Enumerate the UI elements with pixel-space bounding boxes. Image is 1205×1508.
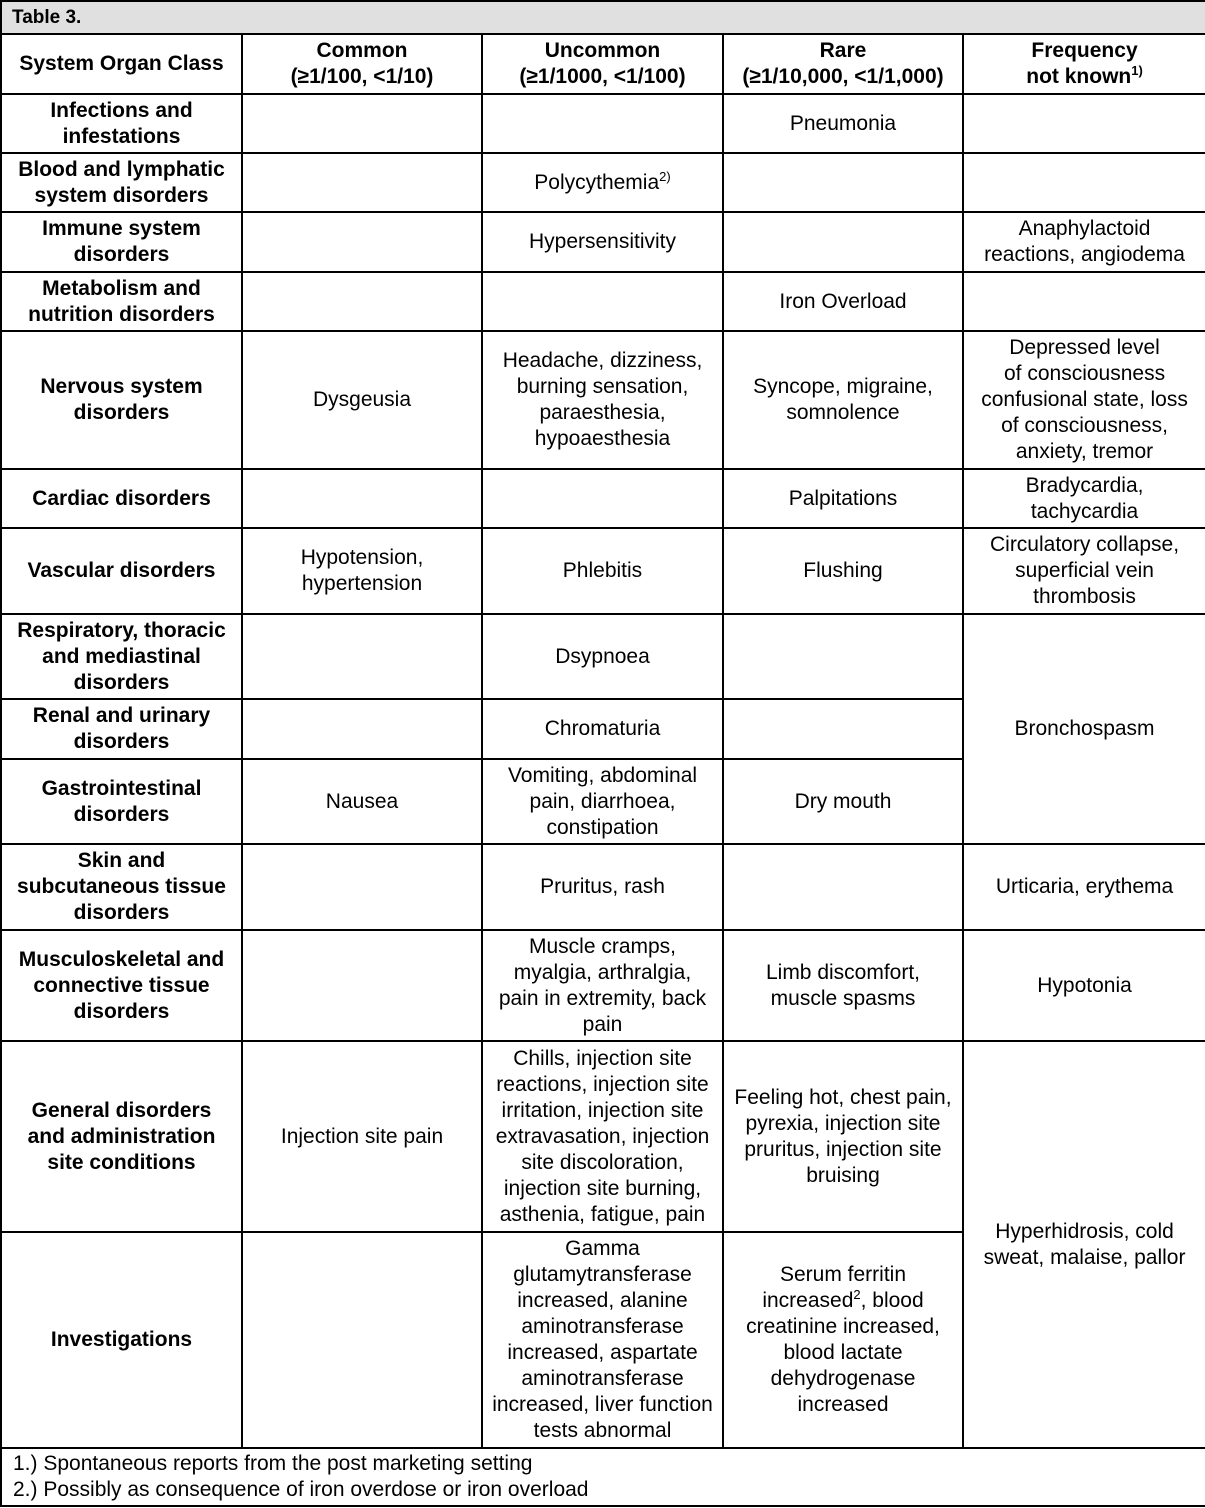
soc-label: and administration	[27, 1124, 216, 1148]
rare-cell	[723, 469, 963, 528]
soc-cell	[1, 469, 242, 528]
cell-text: tests abnormal	[533, 1419, 672, 1442]
table-title-row	[1, 1, 1205, 34]
uncommon-cell	[482, 844, 723, 930]
soc-label: Vascular disorders	[27, 559, 216, 582]
cell-text: Anaphylactoid	[1018, 217, 1151, 240]
soc-label: Infections and	[50, 98, 193, 122]
soc-label: disorders	[73, 243, 170, 266]
soc-label: infestations	[62, 124, 181, 148]
table-row	[1, 528, 1205, 614]
header-rare-range: (≥1/10,000, <1/1,000)	[742, 65, 944, 88]
soc-cell	[1, 272, 242, 331]
cell-text: Serum ferritin	[779, 1263, 907, 1286]
cell-text: Dysgeusia	[312, 388, 412, 411]
rare-cell	[723, 930, 963, 1041]
soc-label: disorders	[73, 730, 170, 753]
cell-text: Palpitations	[788, 486, 898, 510]
cell-text: increased	[797, 1393, 889, 1416]
soc-label: Respiratory, thoracic	[17, 618, 226, 642]
soc-cell	[1, 699, 242, 759]
cell-text: pain in extremity, back	[498, 986, 707, 1010]
soc-label: Gastrointestinal	[41, 776, 202, 800]
cell-text: Hyperhidrosis, cold	[995, 1219, 1174, 1243]
rare-cell	[723, 1041, 963, 1232]
cell-text: increased, alanine	[517, 1289, 688, 1312]
not-known-cell-merged	[963, 1041, 1205, 1448]
cell-text: sweat, malaise, pallor	[983, 1245, 1186, 1269]
cell-text: , blood	[860, 1289, 924, 1312]
common-cell	[242, 212, 482, 272]
cell-text: Muscle cramps,	[528, 934, 677, 958]
soc-cell	[1, 1232, 242, 1448]
cell-text: Syncope, migraine,	[753, 375, 933, 398]
uncommon-cell	[482, 759, 723, 844]
cell-text: blood lactate	[783, 1341, 903, 1364]
not-known-cell	[963, 930, 1205, 1041]
cell-text: aminotransferase	[521, 1315, 684, 1338]
header-uncommon	[482, 34, 723, 94]
cell-text: bruising	[806, 1163, 880, 1187]
cell-text: Phlebitis	[562, 559, 643, 582]
header-common-range: (≥1/100, <1/10)	[290, 65, 434, 88]
cell-text: of consciousness	[1003, 362, 1166, 385]
not-known-cell	[963, 212, 1205, 272]
cell-text: creatinine increased,	[746, 1315, 940, 1338]
table-row	[1, 930, 1205, 1041]
footnote-marker: 1)	[1131, 63, 1143, 78]
header-rare	[723, 34, 963, 94]
cell-text: glutamytransferase	[513, 1263, 692, 1286]
uncommon-cell	[482, 930, 723, 1041]
cell-text: extravasation, injection	[495, 1124, 710, 1148]
rare-cell	[723, 331, 963, 469]
common-cell	[242, 272, 482, 331]
cell-text: hypoaesthesia	[534, 427, 671, 450]
rare-cell	[723, 528, 963, 614]
common-cell	[242, 930, 482, 1041]
cell-text: Hypotension,	[300, 546, 424, 569]
soc-cell	[1, 1041, 242, 1232]
cell-text: asthenia, fatigue, pain	[499, 1202, 706, 1226]
table-row	[1, 1041, 1205, 1232]
soc-label: Investigations	[50, 1328, 193, 1351]
soc-label: disorders	[73, 401, 170, 424]
soc-label: Musculoskeletal and	[18, 947, 225, 971]
cell-text: Headache, dizziness,	[502, 349, 703, 372]
cell-text: Polycythemia	[534, 170, 660, 194]
soc-label: Renal and urinary	[32, 704, 211, 727]
soc-label: Cardiac disorders	[32, 486, 211, 510]
rare-cell	[723, 153, 963, 212]
footnote-2: 2.) Possibly as consequence of iron overdose or iron overload	[13, 1478, 589, 1501]
cell-text: Gamma	[565, 1237, 640, 1260]
cell-text: of consciousness,	[1001, 414, 1168, 437]
cell-text: Iron Overload	[779, 289, 907, 313]
header-not-known-label: Frequency	[1031, 39, 1138, 62]
not-known-cell	[963, 331, 1205, 469]
uncommon-cell	[482, 699, 723, 759]
table-row	[1, 212, 1205, 272]
cell-text: Hypersensitivity	[528, 230, 677, 253]
table-row	[1, 844, 1205, 930]
header-common	[242, 34, 482, 94]
uncommon-cell	[482, 1041, 723, 1232]
uncommon-cell	[482, 528, 723, 614]
cell-text: Pneumonia	[789, 111, 897, 135]
cell-text: reactions, injection site	[496, 1072, 709, 1096]
not-known-cell	[963, 528, 1205, 614]
common-cell	[242, 759, 482, 844]
rare-cell	[723, 699, 963, 759]
rare-cell	[723, 94, 963, 153]
common-cell	[242, 469, 482, 528]
footnote-marker: 2)	[659, 168, 671, 184]
cell-text: constipation	[546, 815, 659, 839]
cell-text: anxiety, tremor	[1015, 440, 1154, 463]
cell-text: Limb discomfort,	[765, 960, 921, 984]
cell-text: burning sensation,	[516, 375, 689, 398]
soc-label: disorders	[73, 670, 170, 694]
cell-text: aminotransferase	[521, 1367, 684, 1390]
footnote-marker: 2	[853, 1287, 861, 1302]
cell-text: Vomiting, abdominal	[507, 763, 698, 787]
table-row	[1, 153, 1205, 212]
cell-text: increased, liver function	[492, 1393, 713, 1416]
soc-label: Blood and lymphatic	[18, 157, 225, 181]
uncommon-cell	[482, 331, 723, 469]
cell-text: somnolence	[786, 401, 900, 424]
cell-text: irritation, injection site	[501, 1098, 704, 1122]
common-cell	[242, 699, 482, 759]
table-row	[1, 272, 1205, 331]
cell-text: Injection site pain	[280, 1124, 444, 1148]
rare-cell	[723, 272, 963, 331]
soc-label: and mediastinal	[42, 644, 201, 668]
table-title: Table 3.	[1, 1, 1205, 34]
common-cell	[242, 331, 482, 469]
footnotes-row	[1, 1448, 1205, 1506]
not-known-cell	[963, 272, 1205, 331]
table-row	[1, 94, 1205, 153]
cell-text: Chromaturia	[544, 717, 661, 740]
soc-label: Metabolism and	[42, 276, 201, 300]
cell-text: pain, diarrhoea,	[529, 789, 676, 813]
uncommon-cell	[482, 469, 723, 528]
header-uncommon-label: Uncommon	[544, 39, 661, 62]
header-common-label: Common	[316, 39, 408, 62]
cell-text: Dsypnoea	[555, 644, 650, 668]
common-cell	[242, 94, 482, 153]
header-not-known-label-2: not known	[1026, 65, 1132, 88]
soc-label: connective tissue	[33, 973, 210, 997]
cell-text: dehydrogenase	[770, 1367, 916, 1390]
common-cell	[242, 844, 482, 930]
soc-label: General disorders	[31, 1098, 212, 1122]
cell-text: myalgia, arthralgia,	[513, 960, 692, 984]
cell-text: Circulatory collapse,	[989, 533, 1180, 556]
soc-label: disorders	[73, 802, 170, 826]
cell-text: Feeling hot, chest pain,	[734, 1085, 952, 1109]
footnote-1: 1.) Spontaneous reports from the post marketing setting	[13, 1452, 533, 1475]
not-known-cell	[963, 153, 1205, 212]
soc-label: nutrition disorders	[28, 302, 215, 326]
cell-text: Bronchospasm	[1014, 717, 1155, 740]
cell-text: increased	[762, 1289, 854, 1312]
cell-text: confusional state, loss	[981, 388, 1188, 411]
rare-cell	[723, 1232, 963, 1448]
table-row	[1, 614, 1205, 699]
cell-text: Chills, injection site	[513, 1046, 692, 1070]
header-soc-label: System Organ Class	[19, 52, 224, 75]
common-cell	[242, 614, 482, 699]
soc-label: disorders	[73, 901, 170, 924]
uncommon-cell	[482, 614, 723, 699]
cell-text: hypertension	[301, 572, 423, 595]
cell-text: pyrexia, injection site	[745, 1111, 941, 1135]
cell-text: Hypotonia	[1037, 973, 1132, 997]
cell-text: Bradycardia,	[1025, 473, 1144, 497]
soc-label: Skin and	[77, 849, 166, 872]
cell-text: Dry mouth	[794, 789, 892, 813]
table-row	[1, 331, 1205, 469]
not-known-cell	[963, 469, 1205, 528]
cell-text: increased, aspartate	[507, 1341, 698, 1364]
rare-cell	[723, 212, 963, 272]
soc-label: system disorders	[34, 183, 209, 207]
not-known-cell-merged	[963, 614, 1205, 844]
soc-cell	[1, 94, 242, 153]
cell-text: Urticaria, erythema	[995, 875, 1174, 898]
rare-cell	[723, 844, 963, 930]
common-cell	[242, 1041, 482, 1232]
cell-text: thrombosis	[1033, 585, 1136, 608]
cell-text: Flushing	[803, 559, 883, 582]
common-cell	[242, 153, 482, 212]
table-row	[1, 469, 1205, 528]
cell-text: reactions, angiodema	[984, 243, 1185, 266]
header-soc	[1, 34, 242, 94]
soc-cell	[1, 212, 242, 272]
soc-label: Immune system	[42, 217, 201, 240]
soc-label: disorders	[73, 999, 170, 1023]
cell-text: pruritus, injection site	[744, 1137, 942, 1161]
soc-cell	[1, 759, 242, 844]
soc-cell	[1, 153, 242, 212]
uncommon-cell	[482, 212, 723, 272]
table-header-row	[1, 34, 1205, 94]
cell-text: superficial vein	[1015, 559, 1154, 582]
header-rare-label: Rare	[819, 39, 867, 62]
rare-cell	[723, 614, 963, 699]
uncommon-cell	[482, 272, 723, 331]
cell-text: muscle spasms	[770, 986, 916, 1010]
soc-cell	[1, 614, 242, 699]
cell-text: injection site burning,	[503, 1176, 702, 1200]
header-uncommon-range: (≥1/1000, <1/100)	[519, 65, 686, 88]
soc-cell	[1, 844, 242, 930]
soc-label: site conditions	[47, 1150, 196, 1174]
cell-text: paraesthesia,	[539, 401, 666, 424]
cell-text: Nausea	[325, 789, 399, 813]
rare-cell	[723, 759, 963, 844]
footnotes	[1, 1448, 1205, 1506]
common-cell	[242, 528, 482, 614]
cell-text: site discoloration,	[521, 1150, 684, 1174]
uncommon-cell	[482, 153, 723, 212]
not-known-cell	[963, 94, 1205, 153]
soc-cell	[1, 528, 242, 614]
soc-cell	[1, 331, 242, 469]
common-cell	[242, 1232, 482, 1448]
uncommon-cell	[482, 1232, 723, 1448]
cell-text: tachycardia	[1030, 499, 1139, 523]
uncommon-cell	[482, 94, 723, 153]
soc-cell	[1, 930, 242, 1041]
not-known-cell	[963, 844, 1205, 930]
cell-text: pain	[582, 1012, 623, 1036]
cell-text: Depressed level	[1009, 336, 1160, 359]
soc-label: Nervous system	[40, 375, 203, 398]
cell-text: Pruritus, rash	[540, 875, 665, 898]
header-not-known	[963, 34, 1205, 94]
soc-label: subcutaneous tissue	[17, 875, 226, 898]
